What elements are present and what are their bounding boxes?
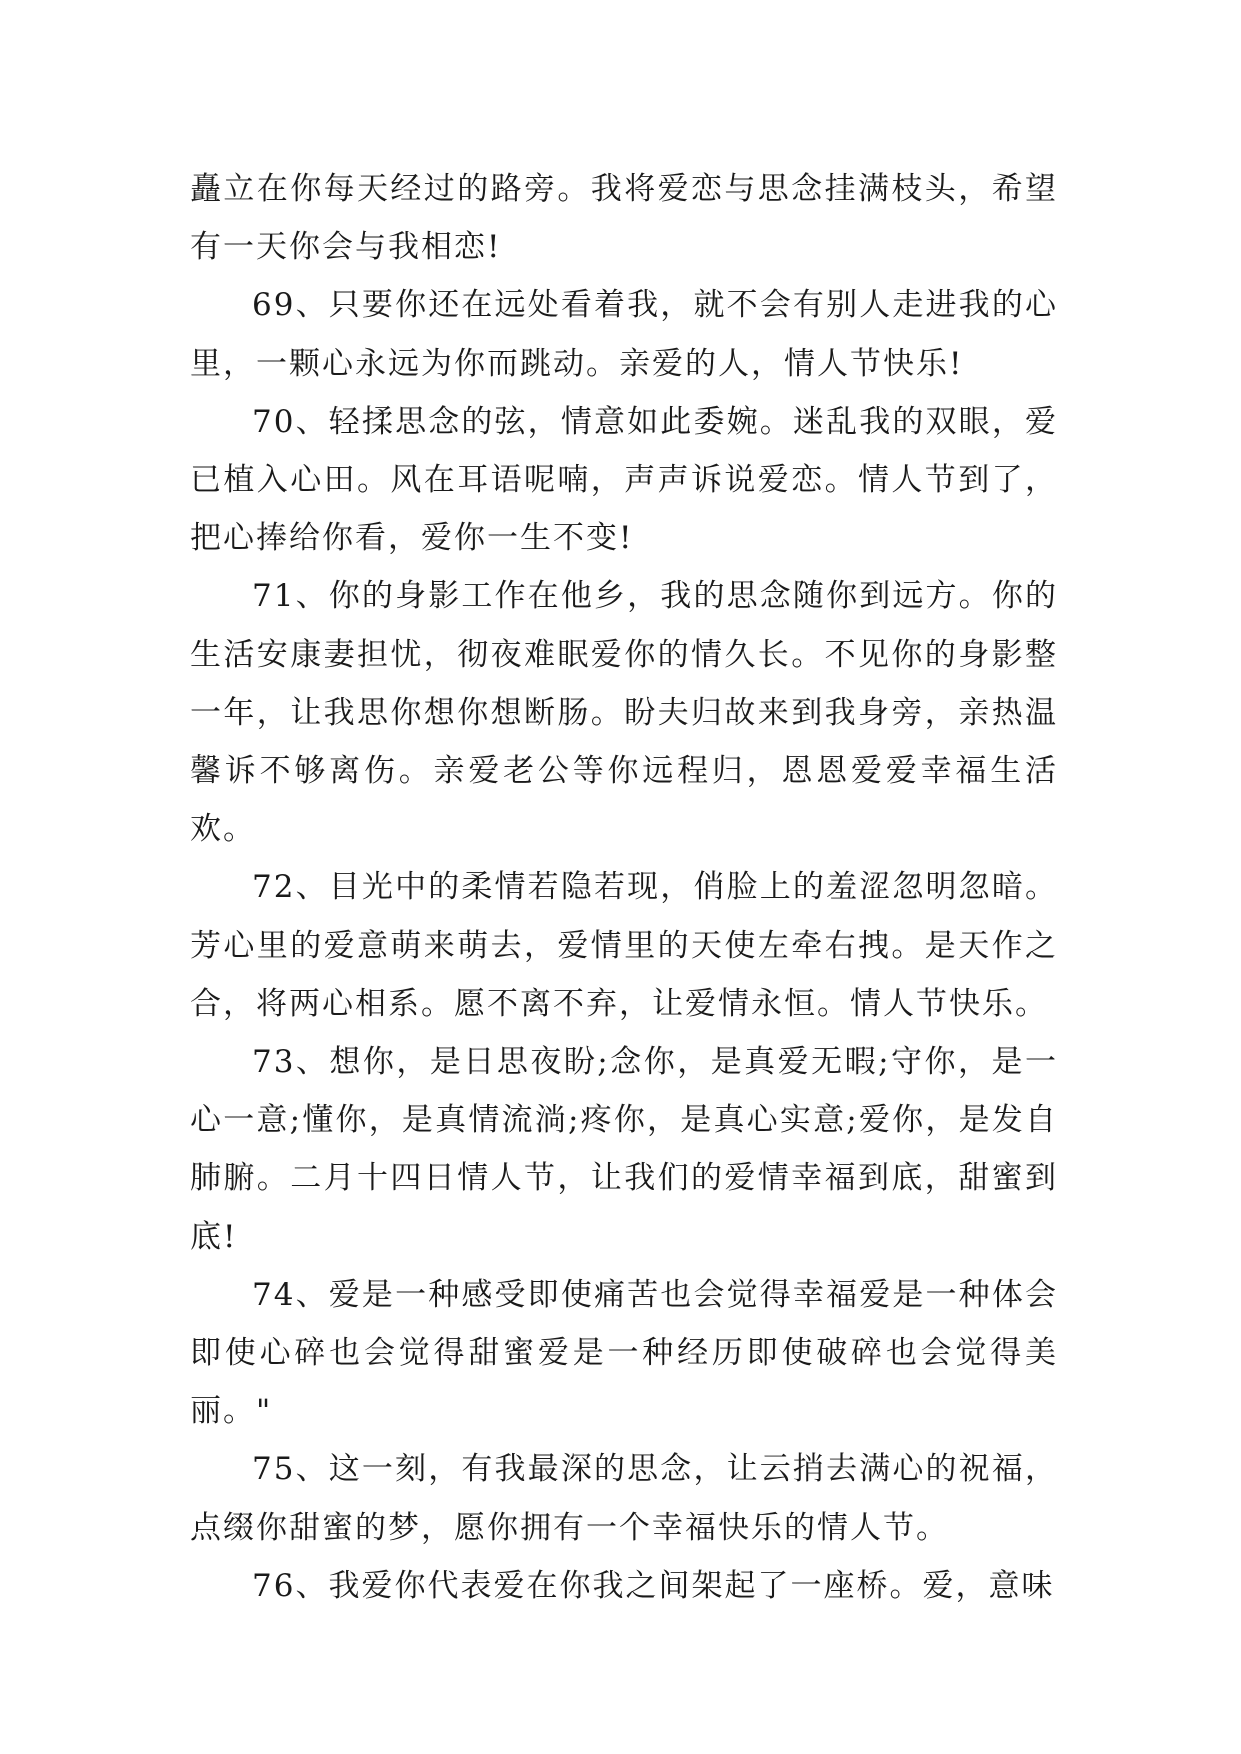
paragraph-74: 74、爱是一种感受即使痛苦也会觉得幸福爱是一种体会即使心碎也会觉得甜蜜爱是一种经历即使破碎也会觉得美丽。" [190, 1276, 1058, 1430]
paragraph-70: 70、轻揉思念的弦，情意如此委婉。迷乱我的双眼，爱已植入心田。风在耳语呢喃，声声诉说爱恋。情人节到了，把心捧给你看，爱你一生不变! [190, 403, 1058, 557]
paragraph-68-continued: 矗立在你每天经过的路旁。我将爱恋与思念挂满枝头，希望有一天你会与我相恋! [190, 171, 1058, 266]
paragraph-69: 69、只要你还在远处看着我，就不会有别人走进我的心里，一颗心永远为你而跳动。亲爱的人，情人节快乐! [190, 287, 1058, 382]
paragraph-71: 71、你的身影工作在他乡，我的思念随你到远方。你的生活安康妻担忧，彻夜难眠爱你的情久长。不见你的身影整一年，让我思你想你想断肠。盼夫归故来到我身旁，亲热温馨诉不够离伤。亲爱老公等你远程归，恩恩爱爱幸福生活欢。 [190, 578, 1058, 848]
paragraph-73: 73、想你，是日思夜盼;念你，是真爱无暇;守你，是一心一意;懂你，是真情流淌;疼你，是真心实意;爱你，是发自肺腑。二月十四日情人节，让我们的爱情幸福到底，甜蜜到底! [190, 1044, 1058, 1255]
paragraph-76: 76、我爱你代表爱在你我之间架起了一座桥。爱，意味 [252, 1567, 1055, 1604]
paragraph-75: 75、这一刻，有我最深的思念，让云捎去满心的祝福，点缀你甜蜜的梦，愿你拥有一个幸福快乐的情人节。 [190, 1451, 1058, 1546]
document-body [190, 160, 1058, 1615]
paragraph-72: 72、目光中的柔情若隐若现，俏脸上的羞涩忽明忽暗。芳心里的爱意萌来萌去，爱情里的天使左牵右拽。是天作之合，将两心相系。愿不离不弃，让爱情永恒。情人节快乐。 [190, 869, 1058, 1022]
